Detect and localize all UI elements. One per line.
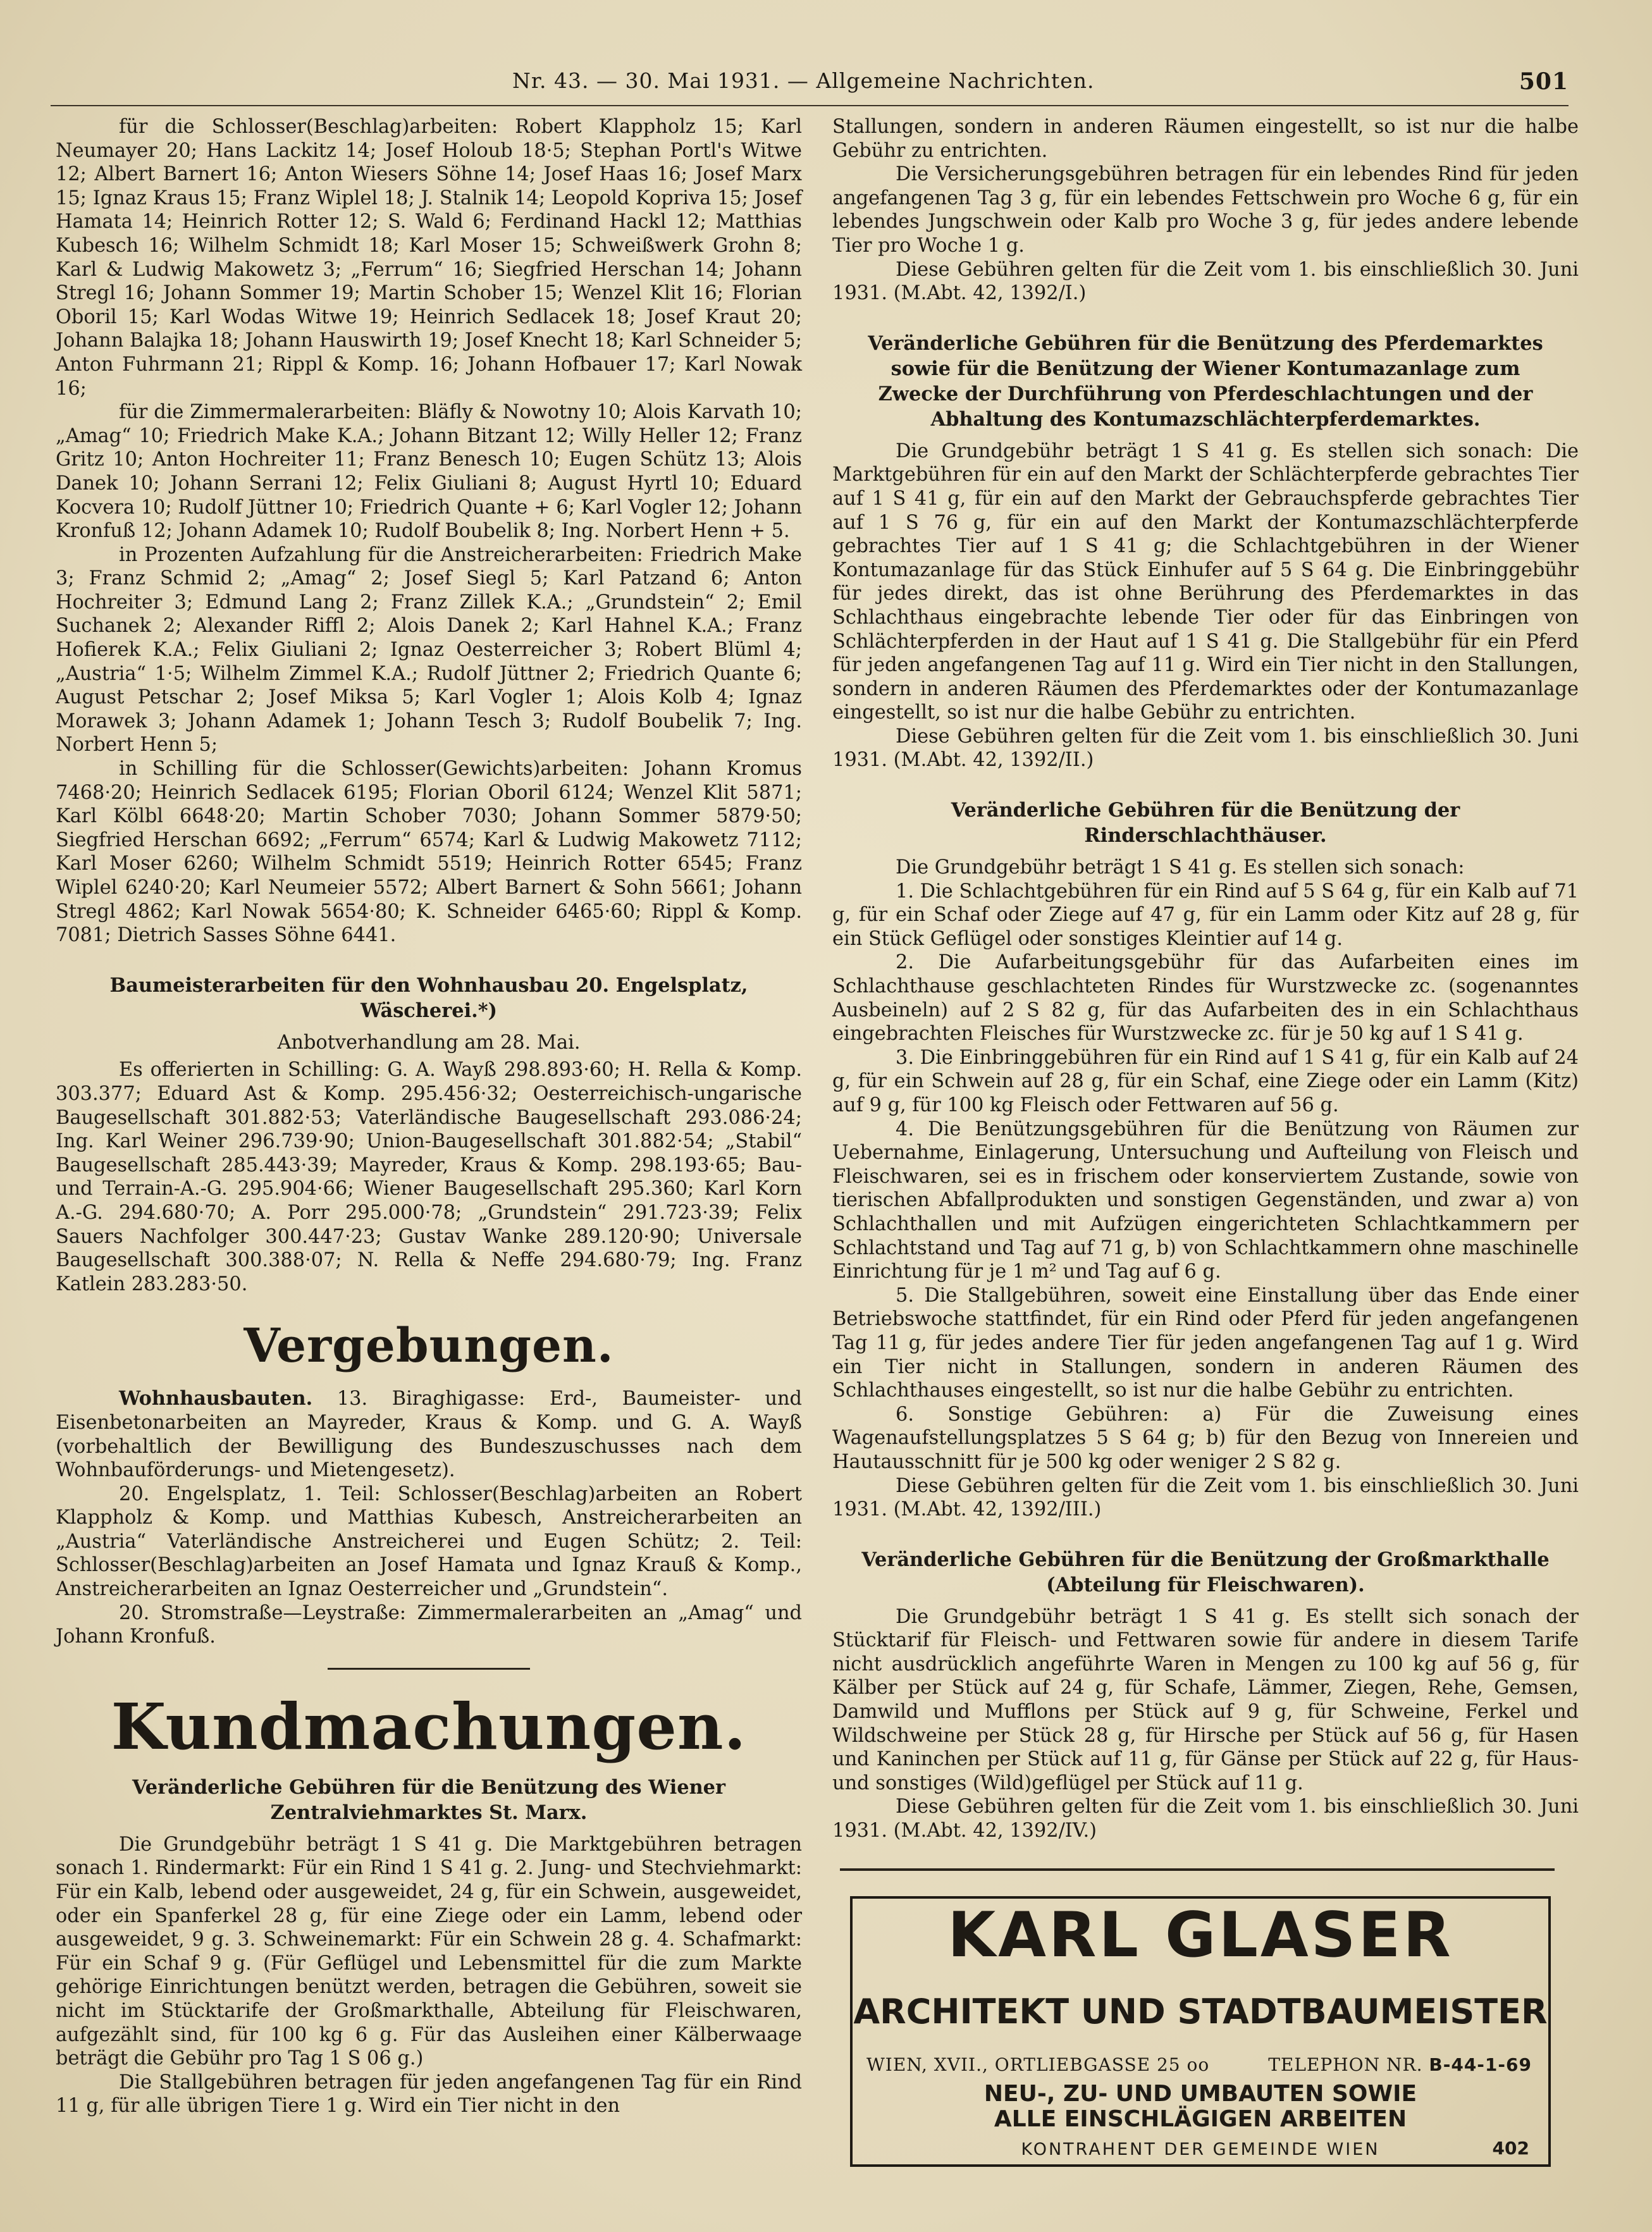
advertisement-box <box>850 1896 1551 2167</box>
advertisement-rule <box>840 1868 1555 1871</box>
award-paragraph: für die Schlosser(Beschlag)arbeiten: Robert Klappholz 15; Karl Neumayer 20; Hans Lackitz 14; Josef Holoub 18·5; Stephan Portl's Witwe 12; Albert Barnert 16; Anton Wiesers Söhne 14; Josef Haas 16; Josef Marx 15; Ignaz Kraus 15; Franz Wiplel 18; J. Stalnik 14; Leopold Kopriva 15; Josef Hamata 14; Heinrich Rotter 12; S. Wald 6; Ferdinand Hackl 12; Matthias Kubesch 16; Wilhelm Schmidt 18; Karl Moser 15; Schweißwerk Grohn 8; Karl & Ludwig Makowetz 3; „Ferrum“ 16; Siegfried Herschan 14; Johann Stregl 16; Johann Sommer 19; Martin Schober 15; Wenzel Klit 16; Florian Oboril 15; Karl Wodas Witwe 19; Heinrich Sedlacek 18; Josef Kraut 20; Johann Balajka 18; Johann Hauswirth 19; Josef Knecht 18; Karl Schneider 5; Anton Fuhrmann 21; Rippl & Komp. 16; Johann Hofbauer 17; Karl Nowak 16; <box>56 116 802 400</box>
page-header <box>51 63 1569 101</box>
award-paragraph: für die Zimmermalerarbeiten: Bläfly & Nowotny 10; Alois Karvath 10; „Amag“ 10; Friedrich Make K.A.; Johann Bitzant 12; Willy Heller 12; Franz Gritz 10; Anton Hochreiter 11; Franz Benesch 10; Eugen Schütz 13; Alois Danek 10; Johann Serrani 12; Felix Giuliani 8; August Hyrtl 10; Eduard Kocvera 10; Rudolf Jüttner 10; Friedrich Quante + 6; Karl Vogler 12; Johann Kronfuß 12; Johann Adamek 10; Rudolf Boubelik 8; Ing. Norbert Henn + 5. <box>56 401 802 543</box>
vergebungen-lead: Wohnhausbauten. <box>119 1387 313 1410</box>
ad-telephone-number: B-44-1-69 <box>1429 2054 1532 2075</box>
vergebungen-paragraph: 20. Stromstraße—Leystraße: Zimmermalerarbeiten an „Amag“ und Johann Kronfuß. <box>56 1601 802 1648</box>
notice-paragraph: Die Stallgebühren betragen für jeden angefangenen Tag für ein Rind 11 g, für alle übrigen Tiere 1 g. Wird ein Tier nicht in den <box>56 2071 802 2118</box>
notice-paragraph: Diese Gebühren gelten für die Zeit vom 1. bis einschließlich 30. Juni 1931. (M.Abt. 42, 1392/I.) <box>832 258 1579 305</box>
notice-paragraph: Die Versicherungsgebühren betragen für ein lebendes Rind für jeden angefangenen Tag 3 g, für ein lebendes Fettschwein pro Woche 6 g, für ein lebendes Jungschwein oder Kalb pro Woche 3 g, für jedes andere lebende Tier pro Woche 1 g. <box>832 163 1579 257</box>
notice-paragraph: Die Grundgebühr beträgt 1 S 41 g. Es stellen sich sonach: <box>896 856 1465 879</box>
ad-telephone <box>1268 2053 1532 2077</box>
notice-paragraph: Diese Gebühren gelten für die Zeit vom 1. bis einschließlich 30. Juni 1931. (M.Abt. 42, 1392/IV.) <box>832 1796 1579 1842</box>
ad-telephone-label: TELEPHON NR. <box>1268 2054 1423 2075</box>
section-heading: Veränderliche Gebühren für die Benützung des Wiener Zentralviehmarktes St. Marx. <box>132 1775 726 1824</box>
ad-number: 402 <box>1492 2137 1529 2159</box>
award-paragraph: in Schilling für die Schlosser(Gewichts)arbeiten: Johann Kromus 7468·20; Heinrich Sedlacek 6195; Florian Oboril 6124; Wenzel Klit 5871; Karl Kölbl 6648·20; Martin Schober 7030; Johann Sommer 5879·50; Siegfried Herschan 6692; „Ferrum“ 6574; Karl & Ludwig Makowetz 7112; Karl Moser 6260; Wilhelm Schmidt 5519; Heinrich Rotter 6545; Franz Wiplel 6240·20; Karl Neumeier 5572; Albert Barnert & Sohn 5661; Johann Stregl 4862; Karl Nowak 5654·80; K. Schneider 6465·60; Rippl & Komp. 7081; Dietrich Sasses Söhne 6441. <box>56 758 802 947</box>
notice-paragraph: 5. Die Stallgebühren, soweit eine Einstallung über das Ende einer Betriebswoche stattfindet, für ein Rind oder Pferd für jeden angefangenen Tag 11 g, für jedes andere Tier für jeden angefangenen Tag auf 1 g. Wird ein Tier nicht in Stallungen, sondern in anderen Räumen des Schlachthauses eingestellt, so ist nur die halbe Gebühr zu entrichten. <box>832 1284 1579 1402</box>
notice-paragraph: 2. Die Aufarbeitungsgebühr für das Aufarbeiten eines im Schlachthause geschlachteten Rindes für Wurstzwecke zc. (sogenanntes Ausbeineln) auf 2 S 82 g, für das Aufarbeiten des in ein Schlachthaus eingebrachten Fleisches für Wurstzwecke zc. für je 50 kg auf 1 S 41 g. <box>832 951 1579 1045</box>
vergebungen-paragraph: 13. Biraghigasse: Erd-, Baumeister- und Eisenbetonarbeiten an Mayreder, Kraus & Komp. und G. A. Wayß (vorbehaltlich der Bewilligung des Bundeszuschusses nach dem Wohnbauförderungs- und Mietengesetz). <box>56 1388 802 1482</box>
running-head: Nr. 43. — 30. Mai 1931. — Allgemeine Nachrichten. <box>512 68 1095 93</box>
section-heading: Veränderliche Gebühren für die Benützung des Pferdemarktes sowie für die Benützung der Wiener Kontumazanlage zum Zwecke der Durchführung von Pferdeschlachtungen und der Abhaltung des Kontumazschlächterpferdemarktes. <box>868 331 1543 431</box>
notice-paragraph: Die Grundgebühr beträgt 1 S 41 g. Es stellen sich sonach: Die Marktgebühren für ein auf den Markt der Schlächterpferde gebrachtes Tier auf 1 S 41 g, für ein auf den Markt der Gebrauchspferde gebrachtes Tier auf 1 S 76 g, für ein auf den Markt der Kontumazschlächterpferde gebrachtes Tier auf 1 S 41 g; die Schlachtgebühren in der Wiener Kontumazanlage für das Stück Einhufer auf 5 S 64 g. Die Einbringgebühr für jedes direkt, das ist ohne Berührung des Pferdemarktes in das Schlachthaus eingebrachte lebende Tier oder für das Einbringen von Schlächterpferden in der Haut auf 1 S 41 g. Die Stallgebühr für ein Pferd für jeden angefangenen Tag auf 11 g. Wird ein Tier nicht in den Stallungen, sondern in anderen Räumen des Pferdemarktes oder der Kontumazanlage eingestellt, so ist nur die halbe Gebühr zu entrichten. <box>832 440 1579 724</box>
kundmachungen-title: Kundmachungen. <box>111 1689 747 1764</box>
award-paragraph: in Prozenten Aufzahlung für die Anstreicherarbeiten: Friedrich Make 3; Franz Schmid 2; „Amag“ 2; Josef Siegl 5; Karl Patzand 6; Anton Hochreiter 3; Edmund Lang 2; Franz Zillek K.A.; „Grundstein“ 2; Emil Suchanek 2; Alexander Riffl 2; Alois Danek 2; Karl Hahnel K.A.; Franz Hofierek K.A.; Felix Giuliani 2; Ignaz Oesterreicher 3; Robert Blüml 4; „Austria“ 1·5; Wilhelm Zimmel K.A.; Rudolf Jüttner 2; Friedrich Quante 6; August Petschar 2; Josef Miksa 5; Karl Vogler 1; Alois Kolb 4; Ignaz Morawek 3; Johann Adamek 1; Johann Tesch 3; Rudolf Boubelik 7; Ing. Norbert Henn 5; <box>56 543 802 756</box>
header-rule <box>51 105 1569 106</box>
left-column <box>56 115 802 2118</box>
ad-title: ARCHITEKT UND STADTBAUMEISTER <box>853 1991 1548 2032</box>
vergebungen-title: Vergebungen. <box>243 1319 614 1374</box>
notice-paragraph: Diese Gebühren gelten für die Zeit vom 1. bis einschließlich 30. Juni 1931. (M.Abt. 42, 1392/II.) <box>832 725 1579 772</box>
ad-line: ALLE EINSCHLÄGIGEN ARBEITEN <box>994 2106 1407 2132</box>
notice-paragraph: Stallungen, sondern in anderen Räumen eingestellt, so ist nur die halbe Gebühr zu entrichten. <box>832 116 1579 162</box>
notice-paragraph: 4. Die Benützungsgebühren für die Benützung von Räumen zur Uebernahme, Einlagerung, Untersuchung und Aufteilung von Fleisch und Fleischwaren, sei es in frischem oder konserviertem Zustande, sowie von tierischen Abfallprodukten und sonstigen Gegenständen, und zwar a) von Schlachthallen und mit Aufzügen eingerichteten Schlachtkammern per Schlachtstand und Tag auf 71 g, b) von Schlachtkammern ohne maschinelle Einrichtung für je 1 m² und Tag auf 6 g. <box>832 1118 1579 1283</box>
section-heading: Baumeisterarbeiten für den Wohnhausbau 20. Engelsplatz, Wäscherei.*) <box>109 973 748 1022</box>
notice-paragraph: Diese Gebühren gelten für die Zeit vom 1. bis einschließlich 30. Juni 1931. (M.Abt. 42, 1392/III.) <box>832 1474 1579 1521</box>
ad-line: NEU-, ZU- UND UMBAUTEN SOWIE <box>983 2080 1417 2107</box>
ad-name: KARL GLASER <box>947 1899 1453 1971</box>
vergebungen-paragraph: 20. Engelsplatz, 1. Teil: Schlosser(Beschlag)arbeiten an Robert Klappholz & Komp. und Matthias Kubesch, Anstreicherarbeiten an „Austria“ Vaterländische Anstreicherei und Eugen Schütz; 2. Teil: Schlosser(Beschlag)arbeiten an Josef Hamata und Ignaz Krauß & Komp., Anstreicherarbeiten an Ignaz Oesterreicher und „Grundstein“. <box>56 1483 802 1601</box>
page-number: 501 <box>1519 68 1569 95</box>
section-divider <box>328 1668 530 1670</box>
section-subheading: Anbotverhandlung am 28. Mai. <box>277 1031 581 1054</box>
right-column <box>832 115 1579 2167</box>
offer-paragraph: Es offerierten in Schilling: G. A. Wayß 298.893·60; H. Rella & Komp. 303.377; Eduard Ast & Komp. 295.456·32; Oesterreichisch-ungarische Baugesellschaft 301.882·53; Vaterländische Baugesellschaft 293.086·24; Ing. Karl Weiner 296.739·90; Union-Baugesellschaft 301.882·54; „Stabil“ Baugesellschaft 285.443·39; Mayreder, Kraus & Komp. 298.193·65; Bau- und Terrain-A.-G. 295.904·66; Wiener Baugesellschaft 295.360; Karl Korn A.-G. 294.680·70; A. Porr 295.000·78; „Grundstein“ 291.723·39; Felix Sauers Nachfolger 300.447·23; Gustav Wanke 289.120·90; Universale Baugesellschaft 300.388·07; N. Rella & Neffe 294.680·79; Ing. Franz Katlein 283.283·50. <box>56 1059 802 1295</box>
section-heading: Veränderliche Gebühren für die Benützung der Großmarkthalle (Abteilung für Fleischwaren). <box>861 1548 1550 1596</box>
notice-paragraph: 3. Die Einbringgebühren für ein Rind auf 1 S 41 g, für ein Kalb auf 24 g, für ein Schwein auf 28 g, für ein Schaf, eine Ziege oder ein Lamm (Kitz) auf 9 g, für 100 kg Fleisch oder Fettwaren auf 56 g. <box>832 1046 1579 1116</box>
notice-paragraph: Die Grundgebühr beträgt 1 S 41 g. Es stellt sich sonach der Stücktarif für Fleisch- und Fettwaren sowie für andere in diesem Tarife nicht ausdrücklich angeführte Waren in Mengen zu 100 kg auf 56 g, für Kälber per Stück auf 24 g, für Schafe, Lämmer, Ziegen, Rehe, Gemsen, Damwild und Mufflons per Stück auf 9 g, für Schweine, Ferkel und Wildschweine per Stück 28 g, für Hirsche per Stück auf 56 g, für Hasen und Kaninchen per Stück auf 11 g, für Gänse per Stück auf 22 g, für Haus- und sonstiges (Wild)geflügel per Stück auf 11 g. <box>832 1605 1579 1794</box>
notice-paragraph: Die Grundgebühr beträgt 1 S 41 g. Die Marktgebühren betragen sonach 1. Rindermarkt: Für ein Rind 1 S 41 g. 2. Jung- und Stechviehmarkt: Für ein Kalb, lebend oder ausgeweidet, 24 g, für ein Schwein, ausgeweidet, oder ein Spanferkel 28 g, für eine Ziege oder ein Lamm, lebend oder ausgeweidet, 9 g. 3. Schweinemarkt: Für ein Schwein 28 g. 4. Schafmarkt: Für ein Schaf 9 g. (Für Geflügel und Lebensmittel für die zum Markte gehörige Einrichtungen benützt werden, betragen die Gebühren, soweit sie nicht im Stücktarife der Großmarkthalle, Abteilung für Fleischwaren, aufgezählt sind, für 100 kg 6 g. Für das Ausleihen einer Kälberwaage beträgt die Gebühr pro Tag 1 S 06 g.) <box>56 1833 802 2070</box>
section-heading: Veränderliche Gebühren für die Benützung der Rinderschlachthäuser. <box>951 799 1460 848</box>
notice-paragraph: 1. Die Schlachtgebühren für ein Rind auf 5 S 64 g, für ein Kalb auf 71 g, für ein Schaf oder Ziege auf 47 g, für ein Lamm oder Kitz auf 28 g, für ein Stück Geflügel oder sonstiges Kleintier auf 14 g. <box>832 880 1579 950</box>
ad-address: WIEN, XVII., ORTLIEBGASSE 25 oo <box>866 2054 1210 2075</box>
notice-paragraph: 6. Sonstige Gebühren: a) Für die Zuweisung eines Wagenaufstellungsplatzes 5 S 64 g; b) für den Bezug von Innereien und Hautausschnitt für je 500 kg oder weniger 2 S 82 g. <box>832 1403 1579 1473</box>
ad-line: KONTRAHENT DER GEMEINDE WIEN <box>1021 2139 1380 2159</box>
